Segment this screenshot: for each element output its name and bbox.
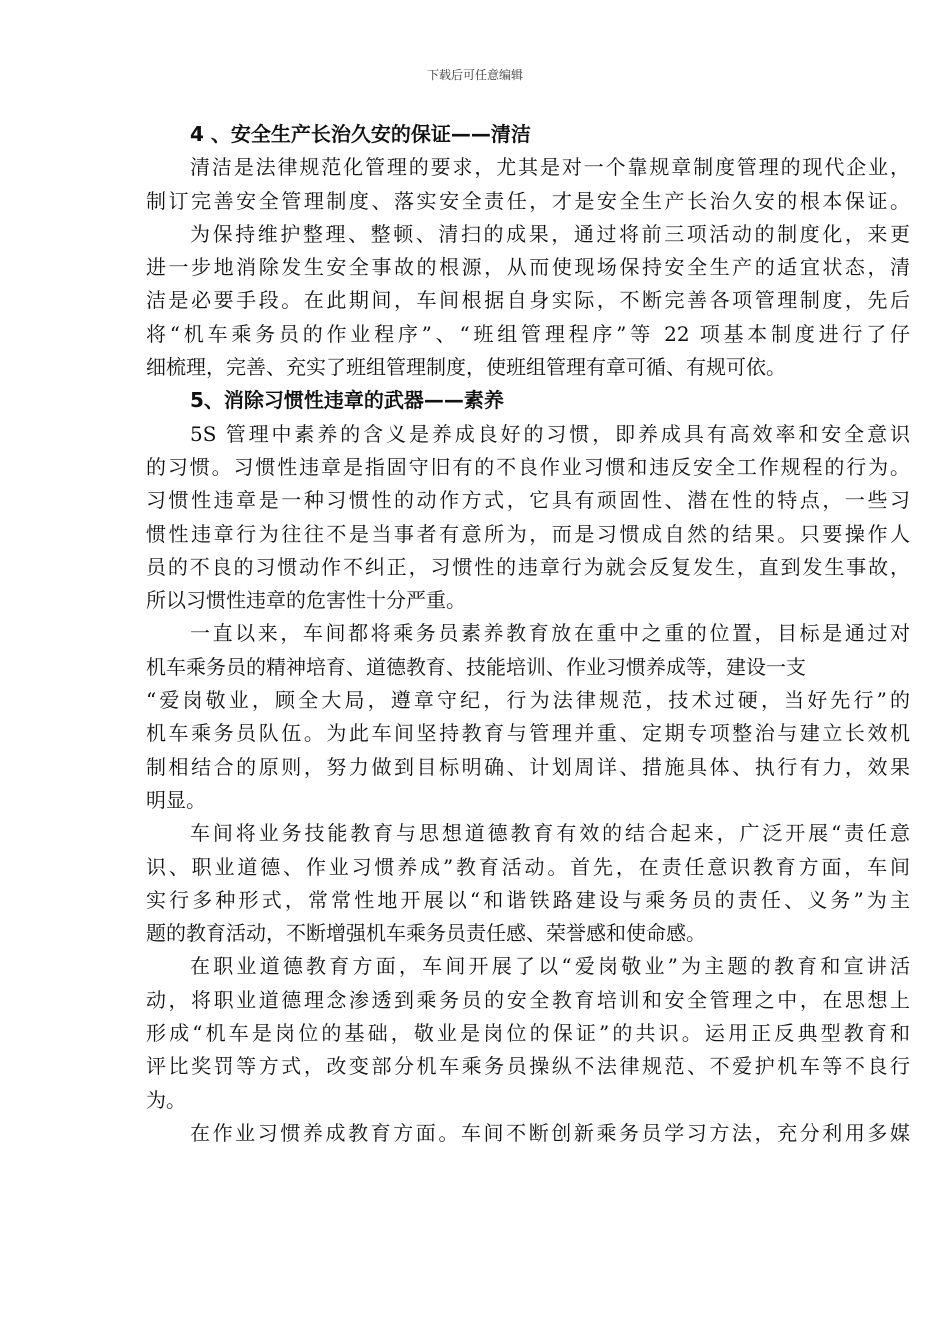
text-line: 动，将职业道德理念渗透到乘务员的安全教育培训和安全管理之中，在思想上 <box>146 987 910 1012</box>
text-line: 车间将业务技能教育与思想道德教育有效的结合起来，广泛开展“责任意 <box>190 821 910 846</box>
text-line: 题的教育活动，不断增强机车乘务员责任感、荣誉感和使命感。 <box>146 921 706 946</box>
text-line: “爱岗敬业，顾全大局，遵章守纪，行为法律规范，技术过硬，当好先行”的 <box>146 688 910 713</box>
text-line: 识、职业道德、作业习惯养成”教育活动。首先，在责任意识教育方面，车间 <box>146 854 910 879</box>
text-line: 明显。 <box>146 787 206 812</box>
text-line: 制相结合的原则，努力做到目标明确、计划周详、措施具体、执行有力，效果 <box>146 754 910 779</box>
paragraph-4 <box>146 617 910 817</box>
text-line: 为保持维护整理、整顿、清扫的成果，通过将前三项活动的制度化，来更 <box>190 221 910 246</box>
text-line: 在作业习惯养成教育方面。车间不断创新乘务员学习方法，充分利用多媒 <box>190 1120 910 1145</box>
text-line: 实行多种形式，常常性地开展以“和谐铁路建设与乘务员的责任、义务”为主 <box>146 887 910 912</box>
text-line: 清洁是法律规范化管理的要求，尤其是对一个靠规章制度管理的现代企业， <box>190 155 910 180</box>
paragraph-6 <box>146 950 910 1116</box>
text-line: 进一步地消除发生安全事故的根源，从而使现场保持安全生产的适宜状态，清 <box>146 255 910 280</box>
text-line: 评比奖罚等方式，改变部分机车乘务员操纵不法律规范、不爱护机车等不良行 <box>146 1054 910 1079</box>
section-heading-4: 4 、安全生产长治久安的保证——清洁 <box>190 122 531 146</box>
paragraph-7 <box>146 1117 910 1150</box>
document-body <box>146 118 910 1150</box>
text-line: 5S 管理中素养的含义是养成良好的习惯，即养成具有高效率和安全意识 <box>190 421 910 446</box>
text-line: 洁是必要手段。在此期间，车间根据自身实际，不断完善各项管理制度，先后 <box>146 288 910 313</box>
paragraph-3 <box>146 418 910 618</box>
text-line: 为。 <box>146 1087 186 1112</box>
text-line: 将“机车乘务员的作业程序”、“班组管理程序”等 22 项基本制度进行了仔 <box>146 321 910 346</box>
paragraph-2 <box>146 218 910 384</box>
paragraph-1 <box>146 151 910 218</box>
text-line: 的习惯。习惯性违章是指固守旧有的不良作业习惯和违反安全工作规程的行为。 <box>146 454 910 479</box>
text-line: 机车乘务员的精神培育、道德教育、技能培训、作业习惯养成等，建设一支 <box>146 654 806 679</box>
paragraph-5 <box>146 817 910 950</box>
page-header: 下载后可任意编辑 <box>426 68 523 82</box>
text-line: 一直以来，车间都将乘务员素养教育放在重中之重的位置，目标是通过对 <box>190 621 910 646</box>
text-line: 在职业道德教育方面，车间开展了以“爱岗敬业”为主题的教育和宣讲活 <box>190 954 910 979</box>
text-line: 形成“机车是岗位的基础，敬业是岗位的保证”的共识。运用正反典型教育和 <box>146 1021 910 1046</box>
text-line: 制订完善安全管理制度、落实安全责任，才是安全生产长治久安的根本保证。 <box>146 188 910 213</box>
text-line: 惯性违章行为往往不是当事者有意所为，而是习惯成自然的结果。只要操作人 <box>146 521 910 546</box>
text-line: 员的不良的习惯动作不纠正，习惯性的违章行为就会反复发生，直到发生事故， <box>146 554 910 579</box>
text-line: 习惯性违章是一种习惯性的动作方式，它具有顽固性、潜在性的特点，一些习 <box>146 488 910 513</box>
text-line: 机车乘务员队伍。为此车间坚持教育与管理并重、定期专项整治与建立长效机 <box>146 721 910 746</box>
section-heading-5: 5、消除习惯性违章的武器——素养 <box>190 388 504 413</box>
text-line: 细梳理，完善、充实了班组管理制度，使班组管理有章可循、有规可依。 <box>146 355 786 380</box>
text-line: 所以习惯性违章的危害性十分严重。 <box>146 588 466 613</box>
